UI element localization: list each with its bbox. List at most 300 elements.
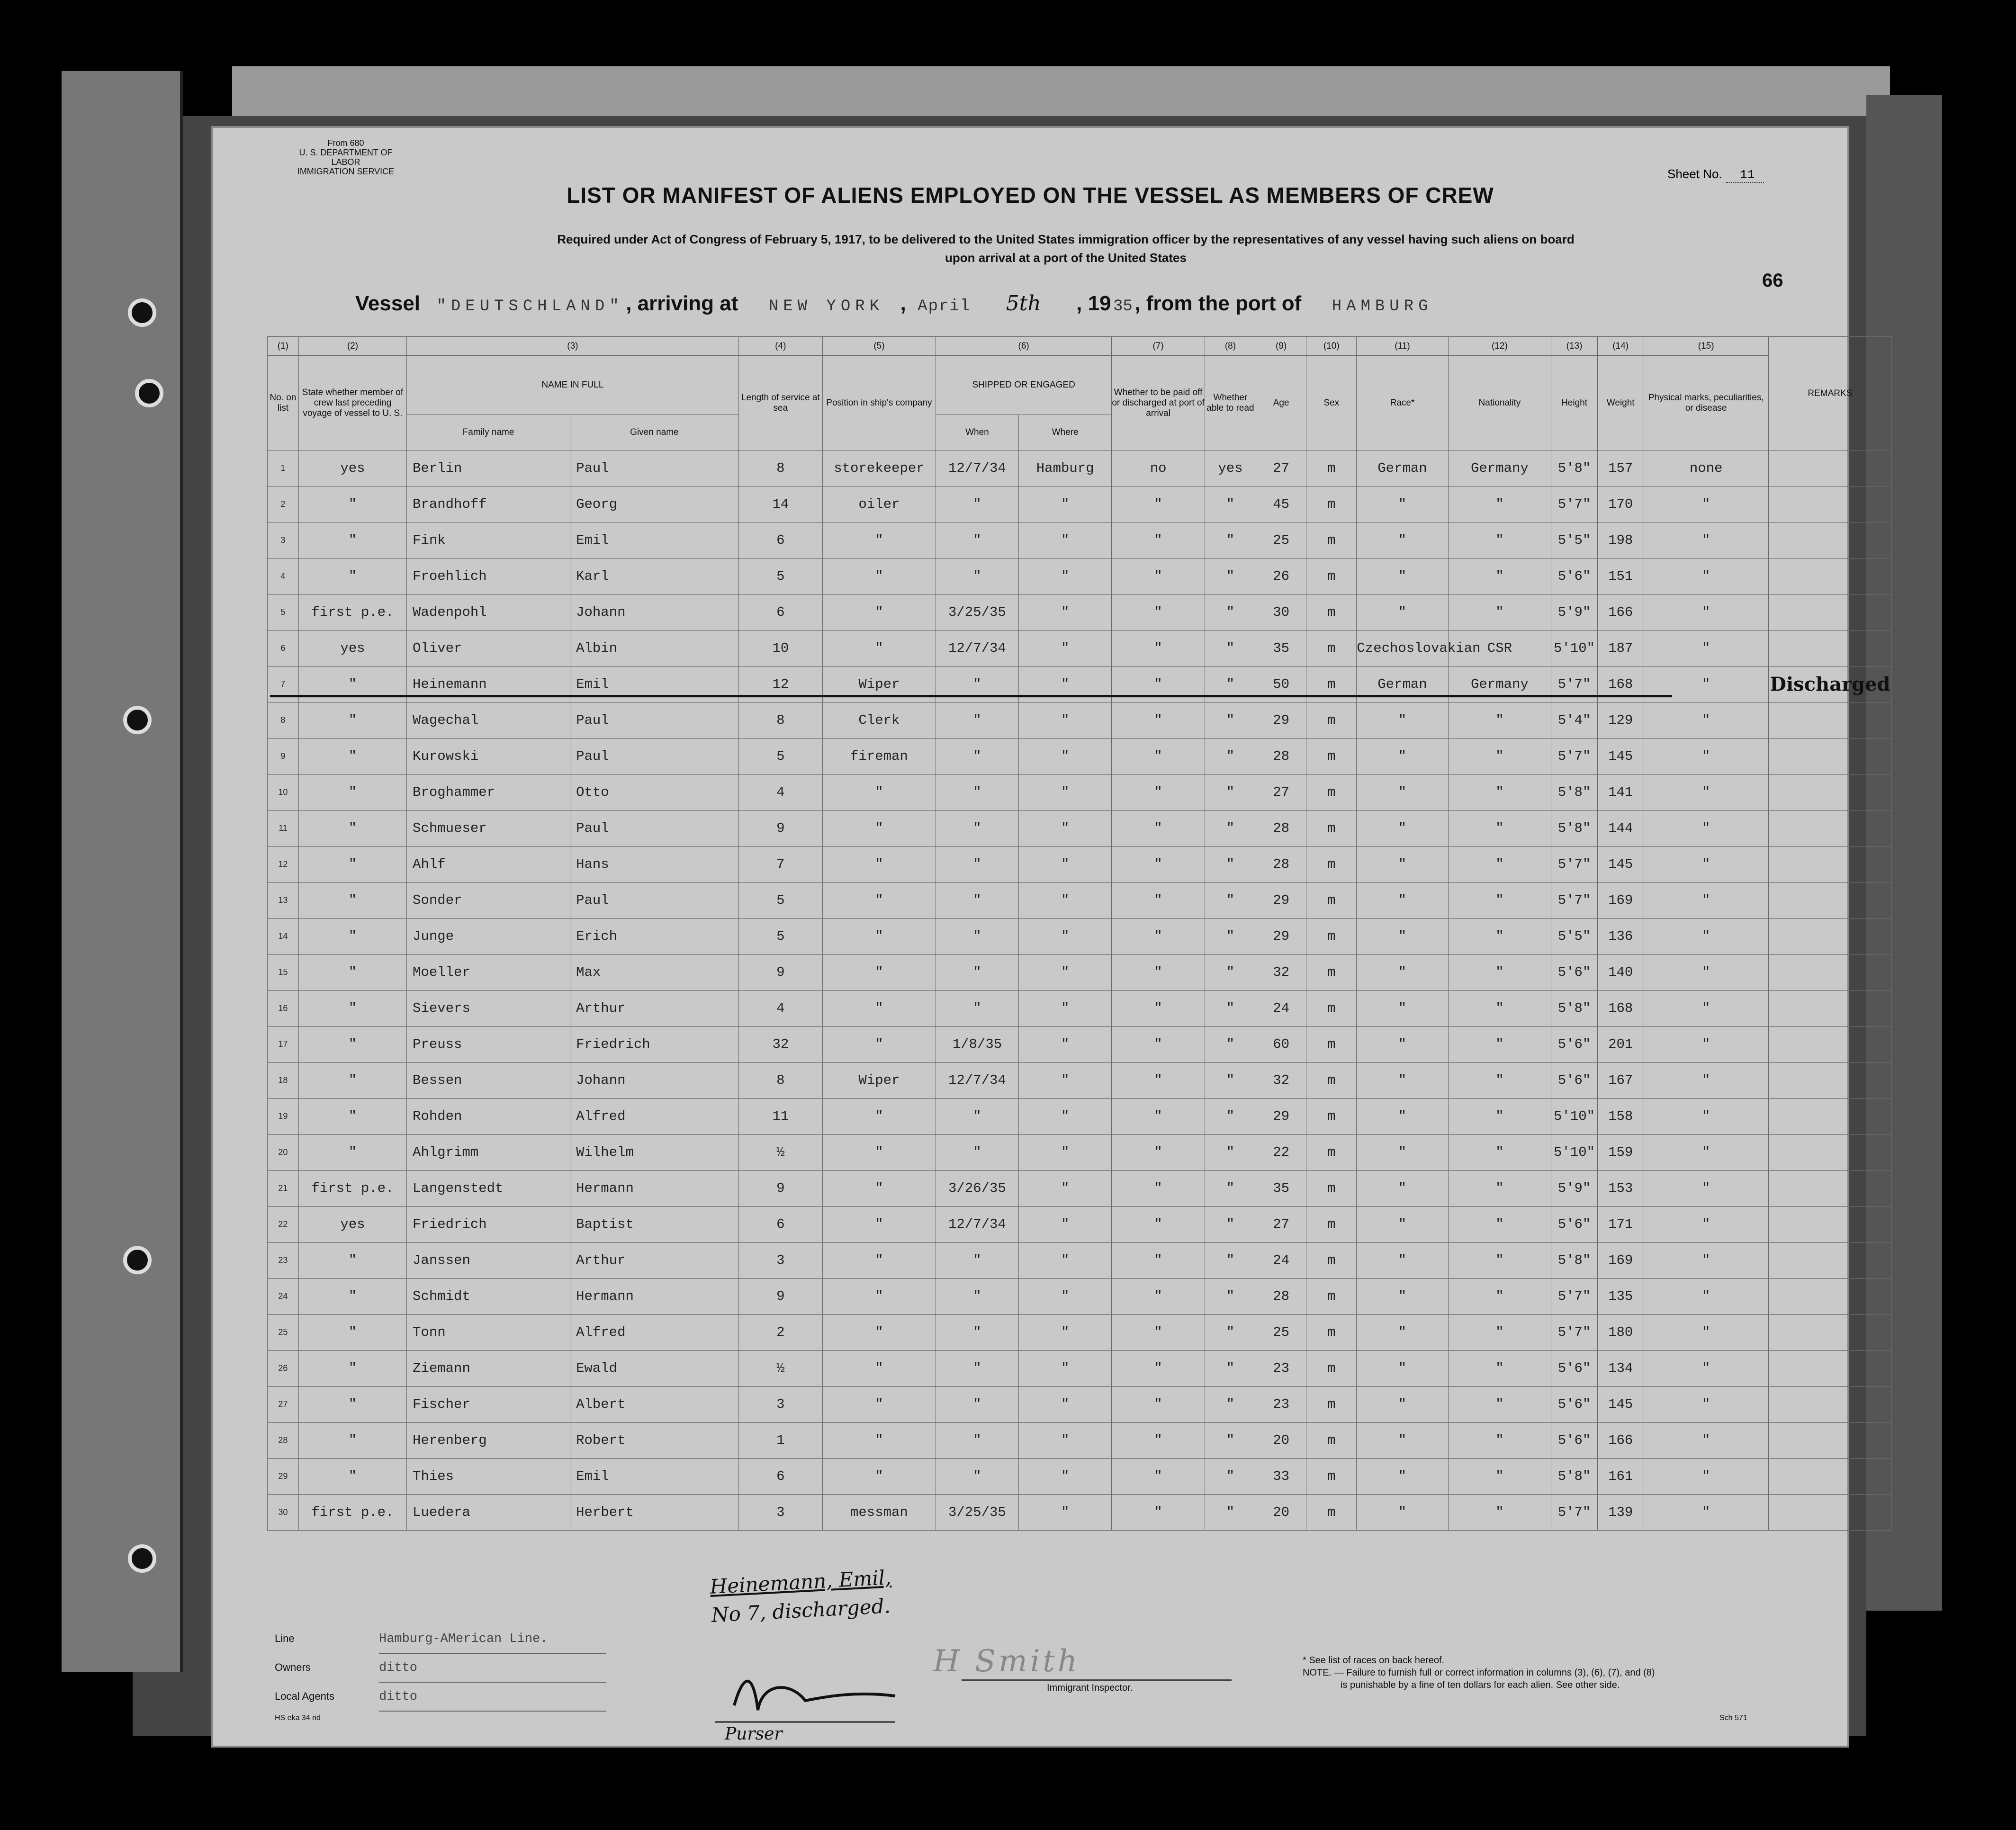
family-name: Ziemann: [407, 1351, 570, 1387]
family-name: Thies: [407, 1459, 570, 1495]
nationality: ": [1448, 1387, 1551, 1423]
height: 5'10": [1551, 1135, 1598, 1171]
remarks: [1768, 847, 1891, 883]
table-row: [268, 955, 1892, 991]
family-name: Broghammer: [407, 775, 570, 811]
col-num: (13): [1551, 337, 1598, 356]
weight: 157: [1597, 451, 1644, 487]
vessel-name: "DEUTSCHLAND": [436, 297, 624, 316]
paid-off: ": [1112, 775, 1205, 811]
position: ": [822, 1279, 936, 1315]
table-row: [268, 1243, 1892, 1279]
length-of-service: 3: [738, 1243, 822, 1279]
weight: 135: [1597, 1279, 1644, 1315]
race: ": [1357, 1387, 1448, 1423]
length-of-service: ½: [738, 1351, 822, 1387]
given-name: Paul: [570, 883, 739, 919]
given-name: Erich: [570, 919, 739, 955]
paid-off: ": [1112, 1495, 1205, 1531]
remarks: [1768, 1099, 1891, 1135]
shipped-when: ": [936, 667, 1018, 703]
remarks: Discharged: [1768, 667, 1891, 703]
weight: 159: [1597, 1135, 1644, 1171]
row-number: 4: [268, 559, 299, 595]
discharge-note-line: Heinemann, Emil,: [709, 1566, 892, 1599]
physical-marks: ": [1644, 595, 1768, 631]
position: ": [822, 1315, 936, 1351]
shipped-where: ": [1019, 1279, 1112, 1315]
paid-off: ": [1112, 1315, 1205, 1351]
height: 5'6": [1551, 1063, 1598, 1099]
nationality: Germany: [1448, 667, 1551, 703]
owners-value: ditto: [379, 1654, 606, 1683]
sex: m: [1306, 523, 1357, 559]
nationality: ": [1448, 919, 1551, 955]
sex: m: [1306, 1387, 1357, 1423]
weight: 145: [1597, 1387, 1644, 1423]
weight: 136: [1597, 919, 1644, 955]
sex: m: [1306, 595, 1357, 631]
prev-voyage: ": [298, 667, 406, 703]
table-row: [268, 703, 1892, 739]
physical-marks: none: [1644, 451, 1768, 487]
nationality: ": [1448, 1027, 1551, 1063]
binder-hole: [128, 298, 156, 327]
sex: m: [1306, 559, 1357, 595]
position: ": [822, 919, 936, 955]
sex: m: [1306, 1495, 1357, 1531]
arrival-day: 5th: [1006, 291, 1041, 316]
physical-marks: ": [1644, 1027, 1768, 1063]
height: 5'6": [1551, 1423, 1598, 1459]
col-num: (12): [1448, 337, 1551, 356]
prev-voyage: ": [298, 919, 406, 955]
physical-marks: ": [1644, 1243, 1768, 1279]
shipped-where: ": [1019, 1423, 1112, 1459]
physical-marks: ": [1644, 559, 1768, 595]
family-name: Schmueser: [407, 811, 570, 847]
race: ": [1357, 811, 1448, 847]
able-to-read: ": [1205, 1135, 1256, 1171]
race: ": [1357, 1171, 1448, 1207]
given-name: Herbert: [570, 1495, 739, 1531]
family-name: Tonn: [407, 1315, 570, 1351]
height: 5'7": [1551, 487, 1598, 523]
weight: 166: [1597, 1423, 1644, 1459]
table-row: [268, 883, 1892, 919]
nationality: ": [1448, 523, 1551, 559]
physical-marks: ": [1644, 775, 1768, 811]
race: ": [1357, 1423, 1448, 1459]
physical-marks: ": [1644, 739, 1768, 775]
shipped-where: ": [1019, 1135, 1112, 1171]
shipped-where: ": [1019, 847, 1112, 883]
vessel-label: Vessel: [355, 292, 421, 315]
family-name: Schmidt: [407, 1279, 570, 1315]
year-prefix: , 19: [1076, 292, 1111, 315]
prev-voyage: ": [298, 1135, 406, 1171]
position: ": [822, 1207, 936, 1243]
shipped-where: ": [1019, 631, 1112, 667]
height: 5'7": [1551, 667, 1598, 703]
row-number: 9: [268, 739, 299, 775]
family-name: Rohden: [407, 1099, 570, 1135]
shipped-where: ": [1019, 739, 1112, 775]
table-row: [268, 1351, 1892, 1387]
age: 29: [1256, 1099, 1306, 1135]
able-to-read: ": [1205, 487, 1256, 523]
purser-label: Purser: [725, 1724, 783, 1744]
col-num: (11): [1357, 337, 1448, 356]
nationality: Germany: [1448, 451, 1551, 487]
length-of-service: 6: [738, 595, 822, 631]
row-number: 26: [268, 1351, 299, 1387]
able-to-read: ": [1205, 955, 1256, 991]
able-to-read: ": [1205, 1243, 1256, 1279]
position: oiler: [822, 487, 936, 523]
family-name: Berlin: [407, 451, 570, 487]
given-name: Wilhelm: [570, 1135, 739, 1171]
given-name: Johann: [570, 595, 739, 631]
remarks: [1768, 487, 1891, 523]
prev-voyage: ": [298, 1459, 406, 1495]
col-name-in-full: NAME IN FULL: [407, 356, 739, 415]
row-number: 2: [268, 487, 299, 523]
shipped-when: ": [936, 1243, 1018, 1279]
given-name: Hermann: [570, 1279, 739, 1315]
paid-off: ": [1112, 487, 1205, 523]
length-of-service: 6: [738, 523, 822, 559]
nationality: ": [1448, 703, 1551, 739]
fine-note-line: NOTE. — Failure to furnish full or correct information in columns (3), (6), (7), and (8): [1303, 1668, 1655, 1678]
physical-marks: ": [1644, 523, 1768, 559]
agents-label: Local Agents: [275, 1690, 334, 1702]
table-row: [268, 919, 1892, 955]
nationality: ": [1448, 595, 1551, 631]
sex: m: [1306, 775, 1357, 811]
row-number: 17: [268, 1027, 299, 1063]
given-name: Robert: [570, 1423, 739, 1459]
row-number: 7: [268, 667, 299, 703]
col-where: Where: [1019, 415, 1112, 451]
weight: 161: [1597, 1459, 1644, 1495]
shipped-where: ": [1019, 523, 1112, 559]
table-row: [268, 1459, 1892, 1495]
length-of-service: 8: [738, 1063, 822, 1099]
form-number: From 680: [327, 138, 364, 148]
crew-manifest-table: [267, 336, 1892, 1531]
shipped-when: ": [936, 1279, 1018, 1315]
remarks: [1768, 1315, 1891, 1351]
paid-off: ": [1112, 703, 1205, 739]
row-number: 3: [268, 523, 299, 559]
height: 5'7": [1551, 1315, 1598, 1351]
family-name: Friedrich: [407, 1207, 570, 1243]
able-to-read: ": [1205, 1027, 1256, 1063]
able-to-read: ": [1205, 991, 1256, 1027]
family-name: Fischer: [407, 1387, 570, 1423]
family-name: Brandhoff: [407, 487, 570, 523]
length-of-service: 9: [738, 1171, 822, 1207]
height: 5'9": [1551, 1171, 1598, 1207]
prev-voyage: ": [298, 1387, 406, 1423]
row-number: 18: [268, 1063, 299, 1099]
able-to-read: ": [1205, 775, 1256, 811]
prev-voyage: ": [298, 1279, 406, 1315]
table-row: [268, 1063, 1892, 1099]
shipped-when: 3/26/35: [936, 1171, 1018, 1207]
physical-marks: ": [1644, 847, 1768, 883]
given-name: Ewald: [570, 1351, 739, 1387]
nationality: ": [1448, 1315, 1551, 1351]
shipped-when: 12/7/34: [936, 451, 1018, 487]
paid-off: ": [1112, 559, 1205, 595]
length-of-service: 11: [738, 1099, 822, 1135]
shipped-where: ": [1019, 1243, 1112, 1279]
age: 23: [1256, 1387, 1306, 1423]
position: ": [822, 847, 936, 883]
row-number: 25: [268, 1315, 299, 1351]
weight: 180: [1597, 1315, 1644, 1351]
remarks: [1768, 955, 1891, 991]
position: ": [822, 595, 936, 631]
nationality: ": [1448, 739, 1551, 775]
col-when: When: [936, 415, 1018, 451]
able-to-read: ": [1205, 811, 1256, 847]
length-of-service: 10: [738, 631, 822, 667]
position: ": [822, 559, 936, 595]
prev-voyage: ": [298, 1027, 406, 1063]
given-name: Albin: [570, 631, 739, 667]
age: 22: [1256, 1135, 1306, 1171]
row-number: 12: [268, 847, 299, 883]
able-to-read: ": [1205, 1495, 1256, 1531]
col-num: (8): [1205, 337, 1256, 356]
row-number: 8: [268, 703, 299, 739]
table-row: [268, 631, 1892, 667]
age: 28: [1256, 1279, 1306, 1315]
length-of-service: 5: [738, 883, 822, 919]
sex: m: [1306, 631, 1357, 667]
shipped-where: ": [1019, 919, 1112, 955]
able-to-read: ": [1205, 1459, 1256, 1495]
row-number: 28: [268, 1423, 299, 1459]
given-name: Johann: [570, 1063, 739, 1099]
race: ": [1357, 1207, 1448, 1243]
table-row: [268, 451, 1892, 487]
shipped-where: ": [1019, 1207, 1112, 1243]
sheet-number-block: [1667, 167, 1764, 182]
given-name: Albert: [570, 1387, 739, 1423]
prev-voyage: ": [298, 883, 406, 919]
family-name: Langenstedt: [407, 1171, 570, 1207]
length-of-service: 5: [738, 919, 822, 955]
nationality: ": [1448, 1135, 1551, 1171]
given-name: Hermann: [570, 1171, 739, 1207]
remarks: [1768, 1243, 1891, 1279]
sheet-number: 11: [1726, 168, 1764, 183]
shipped-where: ": [1019, 991, 1112, 1027]
family-name: Wagechal: [407, 703, 570, 739]
position: messman: [822, 1495, 936, 1531]
height: 5'6": [1551, 1207, 1598, 1243]
paid-off: no: [1112, 451, 1205, 487]
age: 27: [1256, 1207, 1306, 1243]
table-row: [268, 1315, 1892, 1351]
shipped-where: ": [1019, 1027, 1112, 1063]
family-name: Herenberg: [407, 1423, 570, 1459]
discharge-note-line: No 7, discharged.: [711, 1594, 891, 1627]
able-to-read: ": [1205, 1387, 1256, 1423]
weight: 158: [1597, 1099, 1644, 1135]
weight: 151: [1597, 559, 1644, 595]
shipped-where: ": [1019, 559, 1112, 595]
family-name: Luedera: [407, 1495, 570, 1531]
fine-note: [1303, 1667, 1655, 1691]
shipped-when: 12/7/34: [936, 1207, 1018, 1243]
age: 27: [1256, 451, 1306, 487]
comma: ,: [900, 292, 906, 315]
discharge-note: [709, 1563, 893, 1630]
department-line: U. S. DEPARTMENT OF LABOR: [299, 148, 393, 167]
weight: 168: [1597, 667, 1644, 703]
length-of-service: 6: [738, 1207, 822, 1243]
race: ": [1357, 1027, 1448, 1063]
race: ": [1357, 739, 1448, 775]
weight: 141: [1597, 775, 1644, 811]
remarks: [1768, 919, 1891, 955]
nationality: ": [1448, 1171, 1551, 1207]
remarks: [1768, 1351, 1891, 1387]
position: ": [822, 883, 936, 919]
shipped-where: ": [1019, 1315, 1112, 1351]
shipped-where: ": [1019, 1171, 1112, 1207]
remarks: [1768, 703, 1891, 739]
position: storekeeper: [822, 451, 936, 487]
position: Wiper: [822, 1063, 936, 1099]
binder-hole: [128, 1544, 156, 1573]
sex: m: [1306, 1351, 1357, 1387]
given-name: Karl: [570, 559, 739, 595]
age: 27: [1256, 775, 1306, 811]
height: 5'4": [1551, 703, 1598, 739]
shipped-where: ": [1019, 487, 1112, 523]
family-name: Wadenpohl: [407, 595, 570, 631]
able-to-read: ": [1205, 631, 1256, 667]
binder-hole: [123, 706, 152, 734]
inspector-label: Immigrant Inspector.: [1047, 1683, 1133, 1693]
nationality: ": [1448, 1243, 1551, 1279]
physical-marks: ": [1644, 703, 1768, 739]
arrival-port: NEW YORK: [768, 297, 884, 316]
shipped-when: ": [936, 1387, 1018, 1423]
shipped-where: ": [1019, 1459, 1112, 1495]
position: ": [822, 1459, 936, 1495]
shipped-where: ": [1019, 667, 1112, 703]
row-number: 16: [268, 991, 299, 1027]
physical-marks: ": [1644, 1063, 1768, 1099]
nationality: ": [1448, 991, 1551, 1027]
col-num: (9): [1256, 337, 1306, 356]
row-number: 20: [268, 1135, 299, 1171]
able-to-read: ": [1205, 1171, 1256, 1207]
weight: 153: [1597, 1171, 1644, 1207]
table-row: [268, 811, 1892, 847]
weight: 134: [1597, 1351, 1644, 1387]
length-of-service: 8: [738, 451, 822, 487]
sex: m: [1306, 1207, 1357, 1243]
paid-off: ": [1112, 811, 1205, 847]
length-of-service: 1: [738, 1423, 822, 1459]
prev-voyage: ": [298, 1063, 406, 1099]
able-to-read: ": [1205, 1279, 1256, 1315]
nationality: ": [1448, 1423, 1551, 1459]
shipped-when: 3/25/35: [936, 1495, 1018, 1531]
shipped-when: ": [936, 1423, 1018, 1459]
prev-voyage: ": [298, 991, 406, 1027]
given-name: Georg: [570, 487, 739, 523]
shipped-where: Hamburg: [1019, 451, 1112, 487]
weight: 171: [1597, 1207, 1644, 1243]
family-name: Sievers: [407, 991, 570, 1027]
manifest-page: [213, 128, 1890, 1746]
shipped-when: ": [936, 523, 1018, 559]
shipped-where: ": [1019, 1063, 1112, 1099]
age: 32: [1256, 1063, 1306, 1099]
weight: 145: [1597, 847, 1644, 883]
row-number: 22: [268, 1207, 299, 1243]
arriving-label: , arriving at: [626, 292, 738, 315]
row-number: 14: [268, 919, 299, 955]
sex: m: [1306, 1063, 1357, 1099]
age: 20: [1256, 1495, 1306, 1531]
vessel-line: [355, 291, 1824, 316]
nationality: ": [1448, 811, 1551, 847]
sex: m: [1306, 739, 1357, 775]
row-number: 5: [268, 595, 299, 631]
height: 5'10": [1551, 1099, 1598, 1135]
sex: m: [1306, 1171, 1357, 1207]
nationality: ": [1448, 1495, 1551, 1531]
age: 24: [1256, 1243, 1306, 1279]
remarks: [1768, 1207, 1891, 1243]
given-name: Paul: [570, 811, 739, 847]
age: 50: [1256, 667, 1306, 703]
col-height: Height: [1551, 356, 1598, 451]
position: ": [822, 955, 936, 991]
sex: m: [1306, 487, 1357, 523]
prev-voyage: yes: [298, 631, 406, 667]
given-name: Emil: [570, 667, 739, 703]
age: 29: [1256, 883, 1306, 919]
col-nationality: Nationality: [1448, 356, 1551, 451]
col-num: (10): [1306, 337, 1357, 356]
inspector-signature-line: [962, 1679, 1232, 1681]
paid-off: ": [1112, 1387, 1205, 1423]
weight: 201: [1597, 1027, 1644, 1063]
weight: 144: [1597, 811, 1644, 847]
able-to-read: ": [1205, 1063, 1256, 1099]
able-to-read: ": [1205, 1315, 1256, 1351]
table-row: [268, 559, 1892, 595]
race: ": [1357, 883, 1448, 919]
table-row: [268, 739, 1892, 775]
physical-marks: ": [1644, 883, 1768, 919]
nationality: ": [1448, 1279, 1551, 1315]
race: ": [1357, 559, 1448, 595]
weight: 139: [1597, 1495, 1644, 1531]
family-name: Bessen: [407, 1063, 570, 1099]
